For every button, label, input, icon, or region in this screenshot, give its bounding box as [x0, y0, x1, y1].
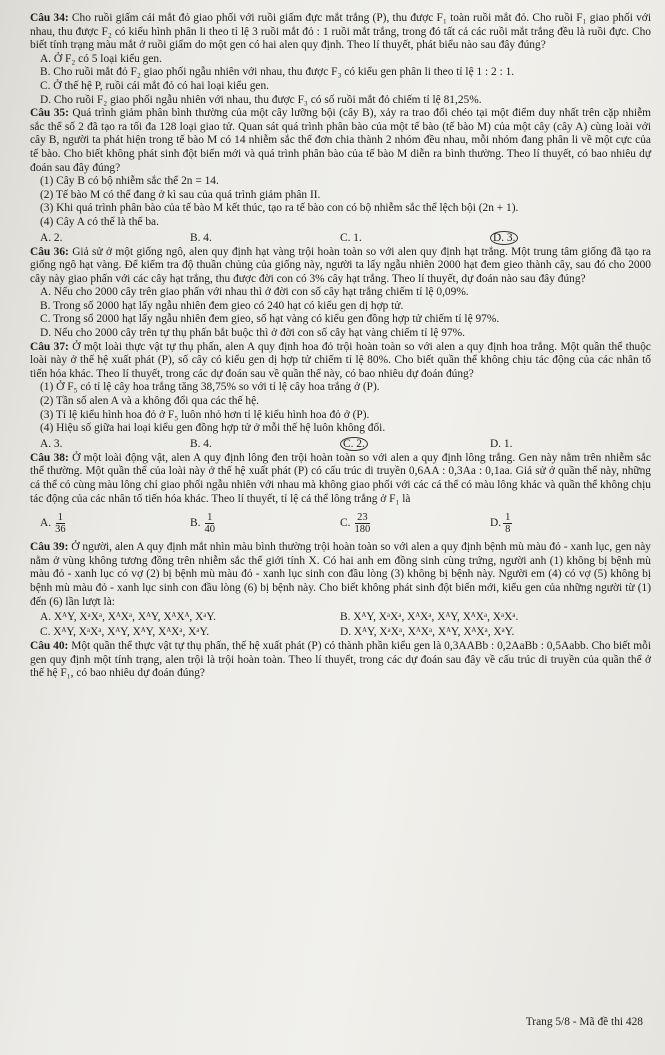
q38-option-b: B. $\frac{1}{40}$: [190, 511, 215, 535]
q35-statement-4: (4) Cây A có thể là thể ba.: [40, 215, 159, 228]
q37-statement-1: (1) Ở F₅ có tỉ lệ cây hoa trắng tăng 38,75% so với tỉ lệ cây hoa trắng ở (P).: [40, 381, 380, 394]
question-number: Câu 38:: [30, 451, 69, 464]
question-number: Câu 39:: [30, 541, 69, 554]
q36-option-c: C. Trong số 2000 hạt lấy ngẫu nhiên đem gieo, số hạt vàng có kiểu gen đồng hợp tử chiếm tỉ lệ 97%.: [40, 313, 500, 326]
q34-option-a: A. Ở F₂ có 5 loại kiểu gen.: [40, 52, 162, 65]
q34-option-c: C. Ở thế hệ P, ruồi cái mắt đỏ có hai loại kiểu gen.: [40, 79, 270, 92]
fraction: $\frac{1}{40}$: [204, 511, 215, 535]
q39-options-row-2: [40, 625, 651, 639]
q39-option-d: D. XᴬY, XᵃXᵃ, XᴬXᵃ, XᴬY, XᴬXᵃ, XᵃY.: [340, 626, 515, 639]
question-number: Câu 34:: [30, 12, 69, 24]
q36-option-d: D. Nếu cho 2000 cây trên tự thụ phấn bắt buộc thì ở đời con số cây hạt vàng chiếm tỉ lệ 97%.: [40, 327, 466, 340]
q38-option-d: D. $\frac{1}{8}$: [490, 511, 511, 535]
question-number: Câu 35:: [30, 107, 69, 120]
q37-statement-2: (2) Tần số alen A và a không đổi qua các thế hệ.: [40, 395, 259, 408]
q35-options: [40, 231, 651, 245]
q35-option-c: C. 1.: [340, 231, 362, 244]
q35-option-d: [490, 231, 640, 245]
q37-option-c: [340, 437, 490, 451]
q34-option-b: B. Cho ruồi mắt đỏ F₂ giao phối ngẫu nhiên với nhau, thu được F₃ có kiểu gen phân li theo tỉ lệ 1 : 2 : 1.: [40, 66, 515, 79]
fraction: $\frac{1}{8}$: [505, 511, 511, 535]
q39-option-b: B. XᴬY, XᵃXᵃ, XᴬXᵃ, XᴬY, XᴬXᵃ, XᵃXᵃ.: [340, 611, 519, 624]
question-40: Câu 40: Một quần thể thực vật tự thụ phấn, thế hệ xuất phát (P) có thành phần kiểu gen là 0,3AABb : 0,2AaBb : 0,5Aabb. Cho biết mỗi gen quy định một tính trạng, alen trội là trội hoàn toàn. Theo lí thuyết, trong các dự đoán sau đây về cấu trúc di truyền của quần thể ở thế hệ F₁, có bao nhiêu dự đoán đúng?: [30, 640, 651, 680]
question-number: Câu 37:: [30, 340, 69, 353]
q37-option-c-label: C. 2.: [340, 437, 368, 451]
page-footer: Trang 5/8 - Mã đề thi 428: [525, 1016, 643, 1028]
question-34: Câu 34: Cho ruồi giấm cái mắt đỏ giao phối với ruồi giấm đực mắt trắng (P), thu được F₁ toàn ruồi mắt đỏ. Cho ruồi F₁ giao phối với nhau, thu được F₂ có kiểu hình phân li theo tỉ lệ 3 ruồi mắt đỏ : 1 ruồi mắt trắng, trong đó tất cả các ruồi mắt trắng đều là ruồi đực. Cho biết tính trạng màu mắt ở ruồi giấm do một gen có hai alen quy định. Theo lí thuyết, phát biểu nào sau đây đúng?: [30, 12, 651, 52]
question-39: Câu 39: Ở người, alen A quy định mắt nhìn màu bình thường trội hoàn toàn so với alen a quy định bệnh mù màu đỏ - xanh lục, gen này nằm ở vùng không tương đồng trên nhiễm sắc thể giới tính X. Có hai anh em đồng sinh cùng trứng, người anh (1) không bị bệnh mù màu đỏ - xanh lục có vợ (2) bị bệnh mù màu đỏ - xanh lục sinh con đầu lòng (3) không bị bệnh này. Người em (4) có vợ (5) không bị bệnh mù màu đỏ - xanh lục sinh con đầu lòng (6) bị bệnh này. Cho biết không phát sinh đột biến mới, kiểu gen của những người từ (1) đến (6) lần lượt là:: [30, 541, 651, 608]
q35-statement-2: (2) Tế bào M có thể đang ở kì sau của quá trình giảm phân II.: [40, 188, 321, 201]
question-36: Câu 36: Giả sử ở một giống ngô, alen quy định hạt vàng trội hoàn toàn so với alen quy định hạt trắng. Một trung tâm giống đã tạo ra giống ngô hạt vàng. Để kiểm tra độ thuần chủng của giống này, người ta lấy ngẫu nhiên 2000 hạt đem gieo thành cây, sau đó cho 2000 cây này giao phấn với các cây hạt trắng, thu được đời con có 3% cây hạt trắng. Theo lí thuyết, dự đoán nào sau đây đúng?: [30, 245, 651, 285]
question-35: Câu 35: Quá trình giảm phân bình thường của một cây lưỡng bội (cây B), xảy ra trao đổi chéo tại một điểm duy nhất trên cặp nhiễm sắc thể số 2 đã tạo ra tối đa 128 loại giao tử. Quan sát quá trình phân bào của một tế bào (tế bào M) của một cây (cây A) cùng loài với cây B, người ta phát hiện trong tế bào M có 14 nhiễm sắc thể đơn chia thành 2 nhóm đều nhau, mỗi nhóm đang phân li về một cực của tế bào. Cho biết không phát sinh đột biến mới và quá trình phân bào của tế bào M diễn ra bình thường. Theo lí thuyết, có bao nhiêu dự đoán sau đây đúng?: [30, 107, 651, 174]
question-38: Câu 38: Ở một loài động vật, alen A quy định lông đen trội hoàn toàn so với alen a quy định lông trắng. Gen này nằm trên nhiễm sắc thể thường. Một quần thể của loài này ở thế hệ xuất phát (P) có cấu trúc di truyền 0,6AA : 0,3Aa : 0,1aa. Giả sử ở quần thể này, những cá thể có cùng màu lông chỉ giao phối ngẫu nhiên với nhau mà không giao phối với các cá thể có màu lông khác và quần thể không chịu tác động của các nhân tố tiến hóa khác. Theo lí thuyết, tỉ lệ cá thể lông trắng ở F₁ là: [30, 451, 651, 505]
question-37: Câu 37: Ở một loài thực vật tự thụ phấn, alen A quy định hoa đỏ trội hoàn toàn so với alen a quy định hoa trắng. Một quần thể thuộc loài này ở thế hệ xuất phát (P), số cây có kiểu gen dị hợp tử chiếm tỉ lệ 80%. Cho biết quần thể không chịu tác động của các nhân tố tiến hóa khác. Theo lí thuyết, trong các dự đoán sau về quần thể này, có bao nhiêu dự đoán đúng?: [30, 340, 651, 380]
q37-statement-4: (4) Hiệu số giữa hai loại kiểu gen đồng hợp tử ở mỗi thế hệ luôn không đổi.: [40, 422, 386, 435]
q36-option-a: A. Nếu cho 2000 cây trên giao phấn với nhau thì ở đời con số cây hạt trắng chiếm tỉ lệ 0,09%.: [40, 286, 469, 299]
question-number: Câu 40:: [30, 640, 69, 653]
q37-option-a: A. 3.: [40, 437, 63, 450]
q37-option-b: B. 4.: [190, 437, 212, 450]
fraction: $\frac{1}{36}$: [55, 511, 66, 535]
q35-option-b: B. 4.: [190, 231, 212, 244]
q37-statement-3: (3) Tỉ lệ kiểu hình hoa đỏ ở F₅ luôn nhỏ hơn tỉ lệ kiểu hình hoa đỏ ở (P).: [40, 408, 370, 421]
q38-option-c: C. $\frac{23}{180}$: [340, 511, 371, 535]
fraction: $\frac{23}{180}$: [354, 511, 371, 535]
q39-option-a: A. XᴬY, XᵃXᵃ, XᴬXᵃ, XᴬY, XᴬXᴬ, XᵃY.: [40, 611, 217, 624]
q35-option-d-label: D. 3.: [490, 231, 518, 245]
q38-options: [40, 509, 651, 537]
q39-option-c: C. XᴬY, XᵃXᵃ, XᴬY, XᴬY, XᴬXᵃ, XᵃY.: [40, 626, 210, 639]
q39-options-row-1: [40, 610, 651, 624]
q35-statement-3: (3) Khi quá trình phân bào của tế bào M kết thúc, tạo ra tế bào con có bộ nhiễm sắc thể lệch bội (2n + 1).: [40, 202, 519, 215]
q37-option-d: D. 1.: [490, 437, 513, 450]
q36-option-b: B. Trong số 2000 hạt lấy ngẫu nhiên đem gieo có 240 hạt có kiểu gen dị hợp tử.: [40, 299, 404, 312]
q37-options: [40, 437, 651, 451]
q38-option-a: A. $\frac{1}{36}$: [40, 511, 66, 535]
q34-option-d: D. Cho ruồi F₂ giao phối ngẫu nhiên với nhau, thu được F₃ có số ruồi mắt đỏ chiếm tỉ lệ 81,25%.: [40, 93, 482, 106]
question-number: Câu 36:: [30, 245, 69, 258]
q35-statement-1: (1) Cây B có bộ nhiễm sắc thể 2n = 14.: [40, 175, 219, 188]
q35-option-a: A. 2.: [40, 231, 63, 244]
